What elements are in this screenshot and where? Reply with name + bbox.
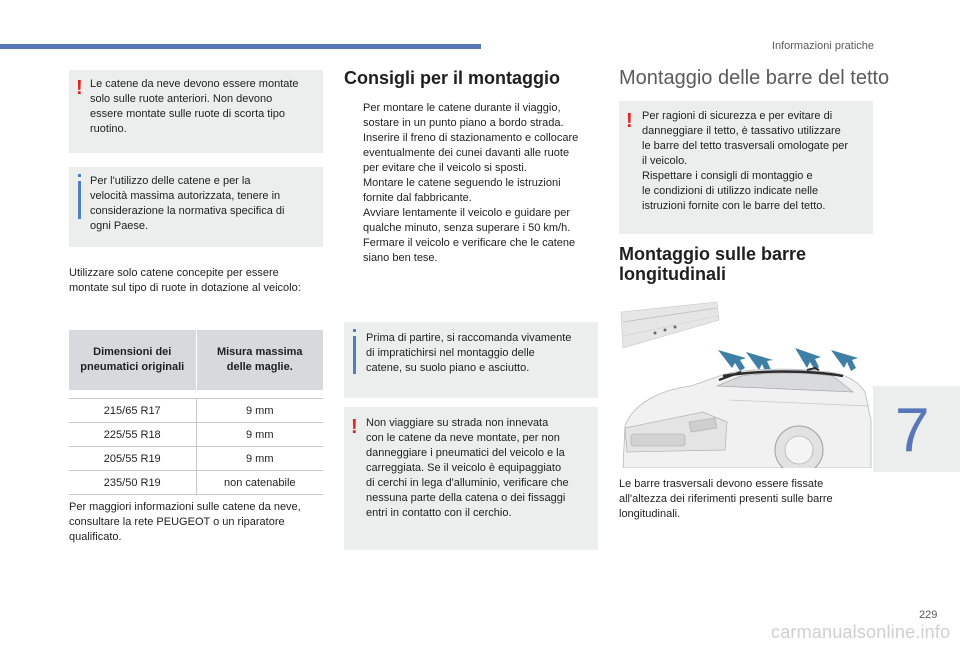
outro-paragraph: Per maggiori informazioni sulle catene da neve, consultare la rete PEUGEOT o un riparatore qualificato. <box>69 501 301 543</box>
info-text: Prima di partire, si raccomanda vivamente di impratichirsi nel montaggio delle catene, su suolo piano e asciutto. <box>366 332 572 374</box>
list-item: Inserire il freno di stazionamento e collocare eventualmente dei cunei davanti alle ruote per evitare che il veicolo si sposti. <box>363 132 579 174</box>
table-row <box>69 471 323 495</box>
list-item: Fermare il veicolo e verificare che le catene siano ben tese. <box>363 237 576 264</box>
table-cell: non catenabile <box>196 471 323 495</box>
top-accent-bar <box>0 44 481 49</box>
table-cell: 235/50 R19 <box>69 471 196 495</box>
table-cell: 9 mm <box>196 447 323 471</box>
table-header: Misura massima delle maglie. <box>196 330 323 390</box>
roof-bars-caption: Le barre trasversali devono essere fissate all'altezza dei riferimenti presenti sulle barre longitudinali. <box>619 478 833 520</box>
mounting-advice-heading: Consigli per il montaggio <box>344 68 560 88</box>
chains-table <box>69 330 323 495</box>
roof-bars-heading: Montaggio delle barre del tetto <box>619 67 890 89</box>
car-body <box>623 368 871 468</box>
page-number: 229 <box>919 609 938 621</box>
table-cell: 215/65 R17 <box>69 399 196 423</box>
chapter-number: 7 <box>895 396 930 465</box>
table-row <box>69 447 323 471</box>
list-item: Per montare le catene durante il viaggio, sostare in un punto piano a bordo strada. <box>363 102 564 129</box>
table-row <box>69 399 323 423</box>
table-cell: 205/55 R19 <box>69 447 196 471</box>
info-icon <box>78 181 81 219</box>
list-item: Avviare lentamente il veicolo e guidare per qualche minuto, senza superare i 50 km/h. <box>363 207 571 234</box>
list-item: Montare le catene seguendo le istruzioni fornite dal fabbricante. <box>363 177 561 204</box>
watermark-text: carmanualsonline.info <box>771 622 951 642</box>
warning-text: Le catene da neve devono essere montate solo sulle ruote anteriori. Non devono essere montate sulle ruote di scorta tipo ruotino. <box>90 78 299 135</box>
table-cell: 225/55 R18 <box>69 423 196 447</box>
info-box-practice <box>344 322 598 398</box>
warning-box-snow-chains <box>69 70 323 153</box>
table-header: Dimensioni dei pneumatici originali <box>69 330 196 390</box>
warning-text: Per ragioni di sicurezza e per evitare di danneggiare il tetto, è tassativo utilizzare le barre del tetto trasversali omologate per il veicolo. Rispettare i consigli di montaggio e le condizioni di utilizzo indicate nelle istruzioni fornite con le barre del tetto. <box>642 110 849 212</box>
warning-text: Non viaggiare su strada non innevata con le catene da neve montate, per non danneggiare i pneumatici del veicolo e la carreggiata. Se il veicolo è equipaggiato di cerchi in lega d'alluminio, verificare che nessuna parte della catena o dei fissaggi entri in contatto con il cerchio. <box>366 417 569 519</box>
warning-icon: ! <box>351 416 358 438</box>
table-cell: 9 mm <box>196 423 323 447</box>
info-text: Per l'utilizzo delle catene e per la velocità massima autorizzata, tenere in considerazione la normativa specifica di ogni Paese. <box>90 175 285 232</box>
warning-icon: ! <box>76 77 83 99</box>
section-title: Informazioni pratiche <box>771 40 874 52</box>
table-row <box>69 423 323 447</box>
longitudinal-bar-detail <box>621 302 719 348</box>
car-roof-bars-illustration <box>619 300 873 468</box>
warning-box-no-snow <box>344 407 598 550</box>
warning-box-roof-bars <box>619 101 873 234</box>
mounting-steps-list <box>344 101 602 266</box>
table-cell: 9 mm <box>196 399 323 423</box>
warning-icon: ! <box>626 110 633 132</box>
info-box-speed <box>69 167 323 247</box>
longitudinal-bars-heading: Montaggio sulle barre longitudinali <box>619 244 807 284</box>
info-icon <box>353 336 356 374</box>
intro-paragraph: Utilizzare solo catene concepite per essere montate sul tipo di ruote in dotazione al veicolo: <box>69 267 301 294</box>
